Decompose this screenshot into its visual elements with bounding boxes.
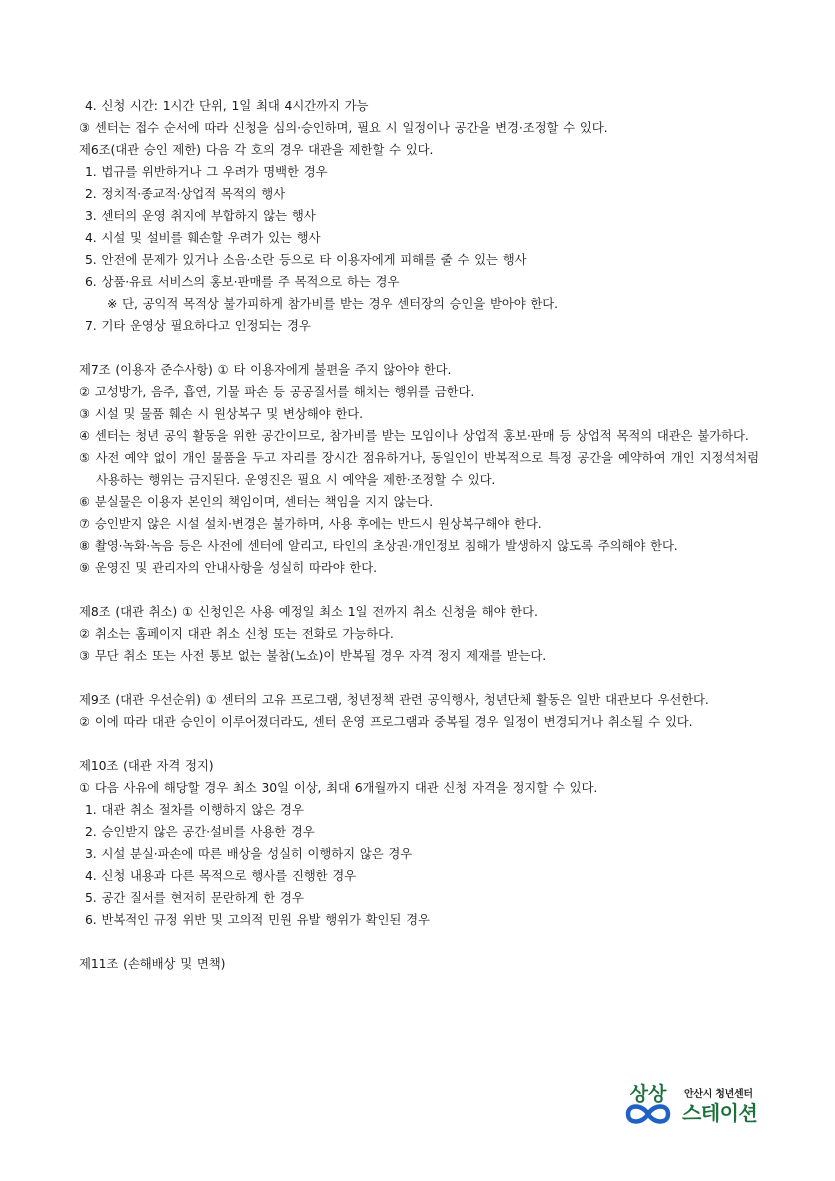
doc-line: ③ 무단 취소 또는 사전 통보 없는 불참(노쇼)이 반복될 경우 자격 정지 제재를 받는다. [79,648,547,663]
doc-line: 6. 반복적인 규정 위반 및 고의적 민원 유발 행위가 확인된 경우 [85,912,430,927]
doc-line: ③ 센터는 접수 순서에 따라 신청을 심의·승인하며, 필요 시 일정이나 공간을 변경·조정할 수 있다. [79,120,608,135]
doc-line: ① 다음 사유에 해당할 경우 최소 30일 이상, 최대 6개월까지 대관 신청 자격을 정지할 수 있다. [79,780,598,795]
doc-line: ⑧ 촬영·녹화·녹음 등은 사전에 센터에 알리고, 타인의 초상권·개인정보 침해가 발생하지 않도록 주의해야 한다. [79,538,678,553]
article-heading: 제9조 (대관 우선순위) ① 센터의 고유 프로그램, 청년정책 관련 공익행사, 청년단체 활동은 일반 대관보다 우선한다. [79,692,709,707]
doc-line: 4. 신청 내용과 다른 목적으로 행사를 진행한 경우 [85,868,357,883]
logo-mark-text: 상상 [629,1083,667,1105]
doc-line: ② 이에 따라 대관 승인이 이루어졌더라도, 센터 운영 프로그램과 중복될 경우 일정이 변경되거나 취소될 수 있다. [79,714,693,729]
article-heading: 제10조 (대관 자격 정지) [79,758,214,773]
article-heading: 제11조 (손해배상 및 면책) [79,956,226,971]
doc-line: 4. 신청 시간: 1시간 단위, 1일 최대 4시간까지 가능 [85,98,369,113]
doc-line: 2. 정치적·종교적·상업적 목적의 행사 [85,186,285,201]
doc-line: ⑦ 승인받지 않은 시설 설치·변경은 불가하며, 사용 후에는 반드시 원상복구해야 한다. [79,516,542,531]
doc-line: ② 취소는 홈페이지 대관 취소 신청 또는 전화로 가능하다. [79,626,394,641]
center-logo [622,1079,762,1125]
doc-line: 1. 대관 취소 절차를 이행하지 않은 경우 [85,802,304,817]
doc-line: ⑨ 운영진 및 관리자의 안내사항을 성실히 따라야 한다. [79,560,377,575]
doc-line: 5. 안전에 문제가 있거나 소음·소란 등으로 타 이용자에게 피해를 줄 수 있는 행사 [85,252,527,267]
doc-line: 1. 법규를 위반하거나 그 우려가 명백한 경우 [85,164,328,179]
logo-station-name: 스테이션 [682,1101,758,1125]
doc-note: ※ 단, 공익적 목적상 불가피하게 참가비를 받는 경우 센터장의 승인을 받아야 한다. [107,296,559,311]
doc-line: 2. 승인받지 않은 공간·설비를 사용한 경우 [85,824,315,839]
doc-line: ④ 센터는 청년 공익 활동을 위한 공간이므로, 참가비를 받는 모임이나 상업적 홍보·판매 등 상업적 목적의 대관은 불가하다. [79,428,749,443]
doc-line: 7. 기타 운영상 필요하다고 인정되는 경우 [85,318,311,333]
doc-line: ③ 시설 및 물품 훼손 시 원상복구 및 변상해야 한다. [79,406,363,421]
doc-line: 4. 시설 및 설비를 훼손할 우려가 있는 행사 [85,230,321,245]
doc-line: ② 고성방가, 음주, 흡연, 기물 파손 등 공공질서를 해치는 행위를 금한다. [79,384,475,399]
doc-line: 5. 공간 질서를 현저히 문란하게 한 경우 [85,890,304,905]
doc-line: 6. 상품·유료 서비스의 홍보·판매를 주 목적으로 하는 경우 [85,274,400,289]
article-heading: 제8조 (대관 취소) ① 신청인은 사용 예정일 최소 1일 전까지 취소 신청을 해야 한다. [79,604,538,619]
document-body [79,95,759,975]
doc-line: 3. 센터의 운영 취지에 부합하지 않는 행사 [85,208,316,223]
article-heading: 제7조 (이용자 준수사항) ① 타 이용자에게 불편을 주지 않아야 한다. [79,362,452,377]
doc-line: 3. 시설 분실·파손에 따른 배상을 성실히 이행하지 않은 경우 [85,846,413,861]
logo-org-name: 안산시 청년센터 [684,1089,753,1100]
sangsang-logo-icon [622,1079,674,1125]
doc-line: ⑥ 분실물은 이용자 본인의 책임이며, 센터는 책임을 지지 않는다. [79,494,434,509]
doc-line: ⑤ 사전 예약 없이 개인 물품을 두고 자리를 장시간 점유하거나, 동일인이 반복적으로 특정 공간을 예약하여 개인 지정석처럼 사용하는 행위는 금지된다. 운영진은 필요 시 예약을 제한·조정할 수 있다. [79,450,759,487]
article-heading: 제6조(대관 승인 제한) 다음 각 호의 경우 대관을 제한할 수 있다. [79,142,434,157]
